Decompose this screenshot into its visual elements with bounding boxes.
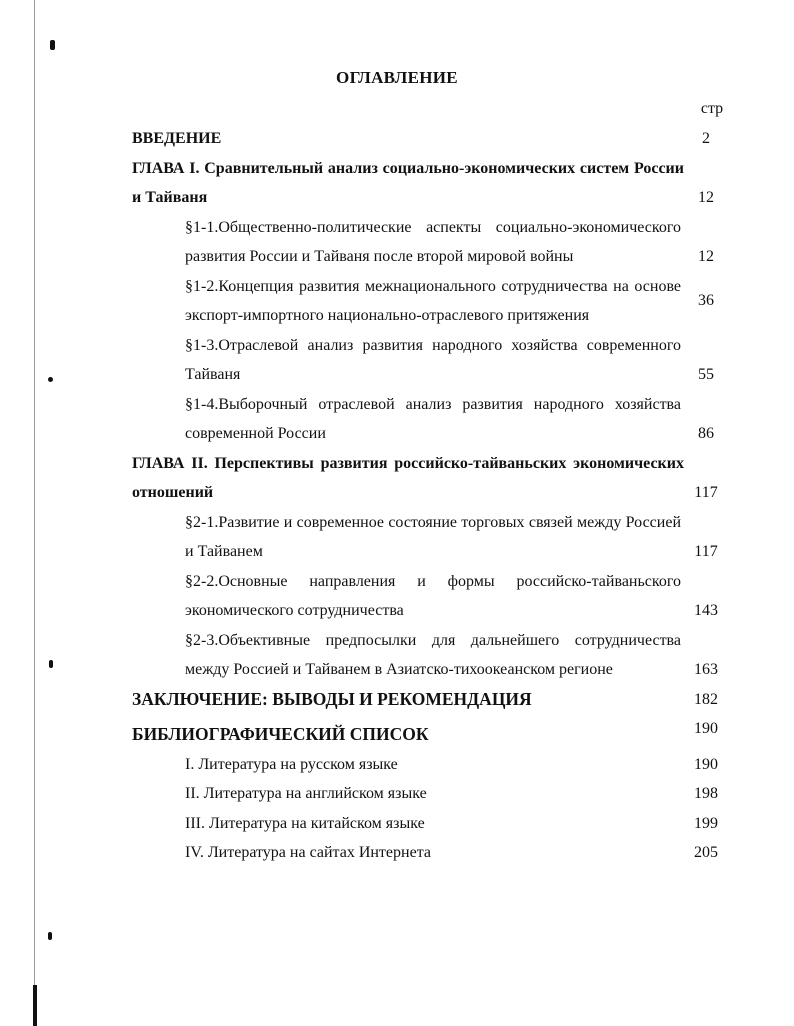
toc-entry[interactable] (132, 685, 728, 715)
toc-page-number: 205 (694, 844, 718, 861)
toc-entry[interactable] (132, 154, 728, 213)
toc-entry[interactable] (132, 213, 728, 272)
toc-entry-text: §1-1.Общественно-политические аспекты социально-экономического развития России и Тайваня после второй мировой войны (185, 218, 681, 265)
toc-page-number: 190 (694, 720, 718, 737)
toc-entry-text: ЗАКЛЮЧЕНИЕ: ВЫВОДЫ И РЕКОМЕНДАЦИЯ (132, 688, 532, 709)
toc-entry-text: I. Литература на русском языке (185, 755, 398, 773)
scan-speck (50, 40, 55, 50)
toc-page-number: 12 (698, 248, 714, 265)
toc-page-number: 55 (698, 366, 714, 383)
toc-entry[interactable] (132, 390, 728, 449)
toc-entry-text: ГЛАВА I. Сравнительный анализ социально-экономических систем России и Тайваня (132, 159, 684, 206)
toc-page-number: 86 (698, 425, 714, 442)
toc-page-number: 190 (694, 755, 718, 773)
scan-speck (48, 932, 52, 940)
toc-page-number: 198 (694, 785, 718, 802)
toc-entry-text: §2-3.Объективные предпосылки для дальнейшего сотрудничества между Россией и Тайванем в Азиатско-тихоокеанском регионе (185, 631, 681, 678)
toc-entry-text: ВВЕДЕНИЕ (132, 130, 222, 147)
toc-entry-text: §1-3.Отраслевой анализ развития народного хозяйства современного Тайваня (185, 336, 681, 383)
toc-page-number: 117 (694, 543, 718, 560)
toc-entry[interactable] (132, 720, 728, 750)
toc-entry[interactable] (132, 124, 728, 154)
toc-page-number: 36 (698, 292, 714, 310)
scan-speck (48, 377, 53, 382)
page-column-header: стр (700, 100, 724, 117)
toc-page-number: 117 (694, 484, 718, 501)
toc-title: ОГЛАВЛЕНИЕ (336, 68, 458, 87)
toc-entry[interactable] (132, 272, 728, 331)
toc-entry-text: §1-2.Концепция развития межнационального сотрудничества на основе экспорт-импортного национально-отраслевого притяжения (185, 277, 681, 324)
toc-entry-text: IV. Литература на сайтах Интернета (185, 844, 431, 861)
toc-entry-text: II. Литература на английском языке (185, 785, 427, 802)
toc-entry-text: §1-4.Выборочный отраслевой анализ развития народного хозяйства современной России (185, 395, 681, 442)
toc-page-number: 163 (694, 661, 718, 678)
toc-entry-text: §2-1.Развитие и современное состояние торговых связей между Россией и Тайванем (185, 513, 681, 560)
toc-entry[interactable] (132, 626, 728, 685)
scan-speck (49, 660, 53, 668)
toc-entry-text: ГЛАВА II. Перспективы развития российско-тайваньских экономических отношений (132, 454, 684, 501)
toc-entry[interactable] (132, 779, 728, 809)
toc-page-number: 12 (698, 189, 714, 206)
toc-entry-text: III. Литература на китайском языке (185, 814, 425, 832)
scan-speck (33, 985, 37, 1026)
toc-entry[interactable] (132, 567, 728, 626)
toc-entry[interactable] (132, 809, 728, 839)
toc-entry[interactable] (132, 331, 728, 390)
toc-page-number: 182 (694, 690, 718, 708)
toc-page-number: 199 (694, 814, 718, 832)
toc-page-number: 143 (694, 602, 718, 619)
toc-entry[interactable] (132, 449, 728, 508)
toc-entry-text: БИБЛИОГРАФИЧЕСКИЙ СПИСОК (132, 724, 429, 744)
table-of-contents (132, 124, 728, 868)
toc-page-number: 2 (702, 130, 710, 147)
toc-entry[interactable] (132, 838, 728, 868)
toc-entry[interactable] (132, 750, 728, 780)
toc-entry-text: §2-2.Основные направления и формы российско-тайваньского экономического сотрудничества (185, 572, 681, 619)
scan-margin-line (34, 0, 35, 1026)
toc-entry[interactable] (132, 508, 728, 567)
